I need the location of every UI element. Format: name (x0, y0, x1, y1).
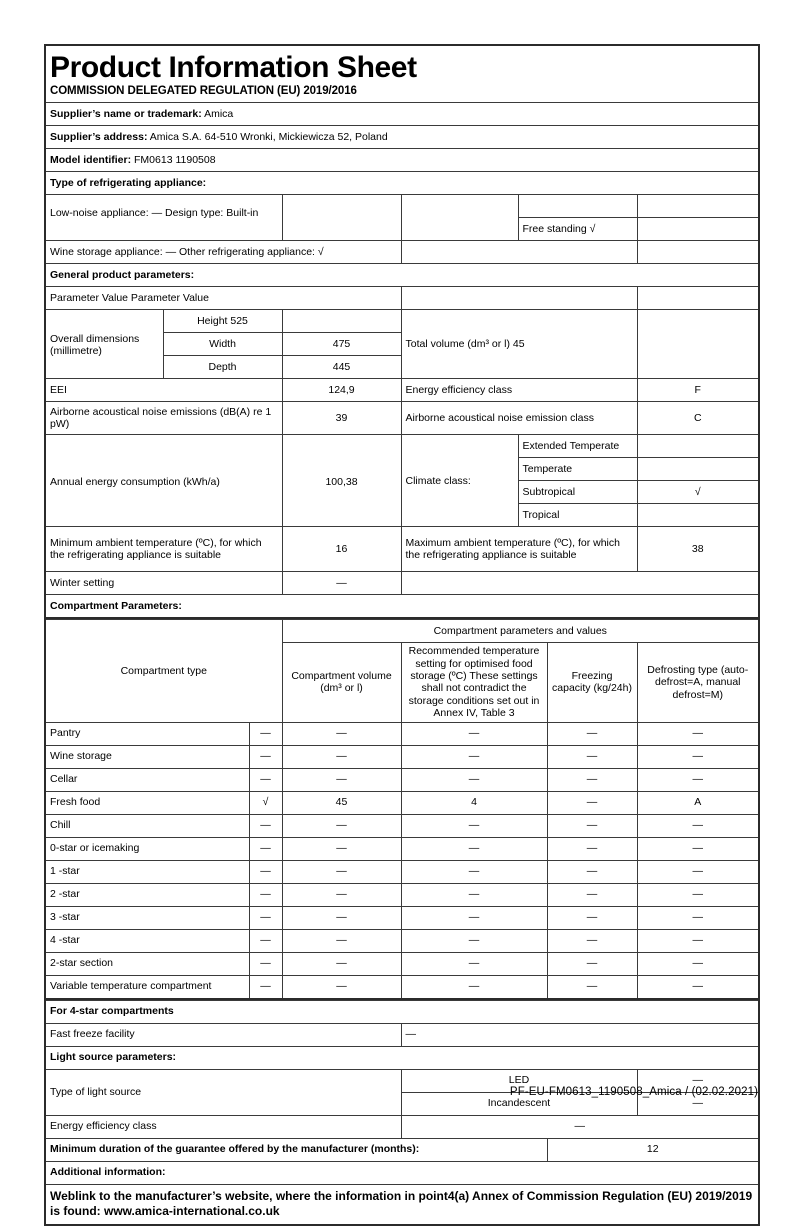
parameter-value-header: Parameter Value Parameter Value (45, 287, 401, 310)
energy-efficiency-class-label: Energy efficiency class (401, 379, 637, 402)
guarantee-label: Minimum duration of the guarantee offered by the manufacturer (months): (45, 1138, 547, 1161)
appliance-type-section-row (45, 172, 759, 195)
eei-label: EEI (45, 379, 282, 402)
compartment-group-header-row (45, 620, 759, 643)
model-identifier-row (45, 149, 759, 172)
compartment-defrost-cell: — (637, 768, 759, 791)
light-source-section-row (45, 1046, 759, 1069)
compartment-freezing-cell: — (547, 722, 637, 745)
winter-setting-value: — (282, 572, 401, 595)
compartment-present-cell: — (249, 906, 282, 929)
compartment-type-cell: Wine storage (45, 745, 249, 768)
supplier-address-row (45, 126, 759, 149)
table-row (45, 837, 759, 860)
compartment-volume-cell: — (282, 722, 401, 745)
compartment-present-cell: √ (249, 791, 282, 814)
compartment-type-cell: Chill (45, 814, 249, 837)
compartment-table (44, 619, 760, 999)
compartment-temp-cell: — (401, 814, 547, 837)
compartment-volume-cell: — (282, 975, 401, 999)
table-row (45, 768, 759, 791)
climate-class-value-2: √ (637, 481, 759, 504)
four-star-section-label: For 4-star compartments (45, 1000, 759, 1023)
compartment-freezing-cell: — (547, 860, 637, 883)
compartment-temp-cell: — (401, 929, 547, 952)
subtitle-row (45, 84, 759, 103)
compartment-volume-cell: — (282, 906, 401, 929)
compartment-present-cell: — (249, 745, 282, 768)
main-table (44, 44, 760, 619)
compartment-volume-cell: — (282, 952, 401, 975)
compartment-temp-cell: — (401, 975, 547, 999)
annual-energy-label: Annual energy consumption (kWh/a) (45, 435, 282, 527)
compartment-temp-cell: — (401, 745, 547, 768)
compartment-temp-cell: — (401, 860, 547, 883)
compartment-defrost-cell: — (637, 860, 759, 883)
compartment-present-cell: — (249, 814, 282, 837)
table-row (45, 745, 759, 768)
compartment-parameters-group-header: Compartment parameters and values (282, 620, 759, 643)
general-section-row (45, 264, 759, 287)
compartment-freezing-cell: — (547, 745, 637, 768)
total-volume: Total volume (dm³ or l) 45 (401, 310, 637, 379)
compartment-section-label: Compartment Parameters: (45, 595, 759, 619)
overall-dimensions-label: Overall dimensions (millimetre) (45, 310, 163, 379)
compartment-present-cell: — (249, 722, 282, 745)
climate-class-name-0: Extended Temperate (518, 435, 637, 458)
energy-efficiency-class-value: F (637, 379, 759, 402)
ambient-temperature-row (45, 527, 759, 572)
compartment-defrost-cell: A (637, 791, 759, 814)
compartment-volume-cell: 45 (282, 791, 401, 814)
compartment-type-cell: Cellar (45, 768, 249, 791)
depth-label: Depth (163, 356, 282, 379)
compartment-defrost-cell: — (637, 883, 759, 906)
compartment-type-cell: 1 -star (45, 860, 249, 883)
compartment-freezing-cell: — (547, 929, 637, 952)
noise-row (45, 402, 759, 435)
compartment-temp-cell: — (401, 883, 547, 906)
title-row (45, 45, 759, 84)
table-row (45, 814, 759, 837)
compartment-volume-header: Compartment volume (dm³ or l) (282, 643, 401, 722)
compartment-volume-cell: — (282, 837, 401, 860)
compartment-temp-cell: — (401, 768, 547, 791)
compartment-type-header: Compartment type (45, 620, 282, 722)
wine-row-blank-b (637, 241, 759, 264)
free-standing-blank-top (518, 195, 637, 218)
compartment-volume-cell: — (282, 814, 401, 837)
compartment-temp-cell: — (401, 837, 547, 860)
winter-setting-label: Winter setting (45, 572, 282, 595)
supplier-name-row (45, 103, 759, 126)
supplier-name-value: Amica (204, 108, 234, 121)
climate-class-value-1 (637, 458, 759, 481)
compartment-defrost-cell: — (637, 837, 759, 860)
compartment-type-cell: 2-star section (45, 952, 249, 975)
eei-value: 124,9 (282, 379, 401, 402)
compartment-present-cell: — (249, 975, 282, 999)
supplier-name-label: Supplier’s name or trademark: (50, 108, 202, 121)
compartment-present-cell: — (249, 768, 282, 791)
weblink-row (45, 1184, 759, 1225)
compartment-defrost-cell: — (637, 906, 759, 929)
compartment-temp-cell: 4 (401, 791, 547, 814)
eei-row (45, 379, 759, 402)
table-row (45, 883, 759, 906)
wine-storage-row (45, 241, 759, 264)
defrosting-type-header: Defrosting type (auto-defrost=A, manual defrost=M) (637, 643, 759, 722)
compartment-temp-cell: — (401, 906, 547, 929)
compartment-type-cell: Pantry (45, 722, 249, 745)
fast-freeze-row (45, 1023, 759, 1046)
fast-freeze-value: — (401, 1023, 759, 1046)
compartment-volume-cell: — (282, 883, 401, 906)
max-ambient-temp-label: Maximum ambient temperature (ºC), for which the refrigerating appliance is suitable (401, 527, 637, 572)
compartment-defrost-cell: — (637, 975, 759, 999)
compartment-temp-cell: — (401, 952, 547, 975)
page-subtitle: COMMISSION DELEGATED REGULATION (EU) 2019/2016 (50, 84, 357, 97)
climate-class-value-3 (637, 504, 759, 527)
compartment-present-cell: — (249, 883, 282, 906)
document-footer: PF-EU-FM0613_1190508_Amica / (02.02.2021) (509, 1086, 758, 1098)
compartment-freezing-cell: — (547, 814, 637, 837)
annual-energy-value: 100,38 (282, 435, 401, 527)
compartment-freezing-cell: — (547, 791, 637, 814)
compartment-defrost-cell: — (637, 722, 759, 745)
supplier-address-value: Amica S.A. 64-510 Wronki, Mickiewicza 52, Poland (149, 131, 388, 144)
light-eec-row (45, 1115, 759, 1138)
noise-class-value: C (637, 402, 759, 435)
bottom-table (44, 1000, 760, 1226)
noise-class-label: Airborne acoustical noise emission class (401, 402, 637, 435)
free-standing-blank-top-right (637, 195, 759, 218)
compartment-present-cell: — (249, 837, 282, 860)
compartment-freezing-cell: — (547, 768, 637, 791)
product-information-sheet (44, 44, 758, 1226)
free-standing-label: Free standing √ (518, 218, 637, 241)
model-identifier-label: Model identifier: (50, 154, 132, 167)
page-title: Product Information Sheet (50, 51, 417, 84)
compartment-defrost-cell: — (637, 952, 759, 975)
winter-setting-blank (401, 572, 759, 595)
compartment-freezing-cell: — (547, 906, 637, 929)
height-label-value: Height 525 (163, 310, 282, 333)
parameter-value-header-row (45, 287, 759, 310)
compartment-section-row (45, 595, 759, 619)
recommended-temperature-header: Recommended temperature setting for optimised food storage (ºC) These settings shall not contradict the storage conditions set out in Annex IV, Table 3 (401, 643, 547, 722)
additional-info-label: Additional information: (45, 1161, 759, 1184)
param-header-blank-b (637, 287, 759, 310)
general-section-label: General product parameters: (45, 264, 759, 287)
low-noise-design-type-text: Low-noise appliance: — Design type: Built-in (50, 207, 259, 220)
guarantee-row (45, 1138, 759, 1161)
min-ambient-temp-label: Minimum ambient temperature (ºC), for which the refrigerating appliance is suitable (45, 527, 282, 572)
table-row (45, 929, 759, 952)
compartment-present-cell: — (249, 929, 282, 952)
max-ambient-temp-value: 38 (637, 527, 759, 572)
annual-energy-row (45, 435, 759, 458)
compartment-volume-cell: — (282, 768, 401, 791)
table-row (45, 952, 759, 975)
param-header-blank-a (401, 287, 637, 310)
compartment-freezing-cell: — (547, 883, 637, 906)
compartment-present-cell: — (249, 860, 282, 883)
compartment-temp-cell: — (401, 722, 547, 745)
table-row (45, 791, 759, 814)
light-source-eec-value: — (401, 1115, 759, 1138)
compartment-rows-body (45, 722, 759, 999)
compartment-defrost-cell: — (637, 929, 759, 952)
compartment-volume-cell: — (282, 745, 401, 768)
model-identifier-value: FM0613 1190508 (134, 154, 216, 167)
compartment-type-cell: Variable temperature compartment (45, 975, 249, 999)
total-volume-blank (637, 310, 759, 379)
four-star-section-row (45, 1000, 759, 1023)
compartment-type-cell: 3 -star (45, 906, 249, 929)
climate-class-name-3: Tropical (518, 504, 637, 527)
incandescent-label: Incandescent (401, 1092, 637, 1115)
climate-class-value-0 (637, 435, 759, 458)
wine-storage-other-text: Wine storage appliance: — Other refrigerating appliance: √ (50, 246, 324, 259)
width-value: 475 (282, 333, 401, 356)
table-row (45, 906, 759, 929)
compartment-type-cell: 2 -star (45, 883, 249, 906)
light-source-section-label: Light source parameters: (45, 1046, 759, 1069)
compartment-type-cell: 0-star or icemaking (45, 837, 249, 860)
manufacturer-weblink[interactable]: Weblink to the manufacturer’s website, where the information in point4(a) Annex of Commission Regulation (EU) 2019/2019 is found: www.amica-international.co.uk (50, 1188, 753, 1218)
climate-class-name-1: Temperate (518, 458, 637, 481)
compartment-type-cell: Fresh food (45, 791, 249, 814)
wine-row-blank-a (401, 241, 637, 264)
led-label: LED (401, 1069, 637, 1092)
table-row (45, 975, 759, 999)
incandescent-value: — (637, 1092, 759, 1115)
height-value-blank (282, 310, 401, 333)
width-label: Width (163, 333, 282, 356)
additional-info-row (45, 1161, 759, 1184)
low-noise-blank-a (282, 195, 401, 241)
supplier-address-label: Supplier’s address: (50, 131, 148, 144)
compartment-freezing-cell: — (547, 975, 637, 999)
guarantee-value: 12 (547, 1138, 759, 1161)
compartment-present-cell: — (249, 952, 282, 975)
compartment-volume-cell: — (282, 929, 401, 952)
noise-emissions-value: 39 (282, 402, 401, 435)
compartment-defrost-cell: — (637, 745, 759, 768)
appliance-type-section-label: Type of refrigerating appliance: (45, 172, 759, 195)
low-noise-blank-b (401, 195, 518, 241)
freezing-capacity-header: Freezing capacity (kg/24h) (547, 643, 637, 722)
compartment-defrost-cell: — (637, 814, 759, 837)
led-value: — (637, 1069, 759, 1092)
climate-class-name-2: Subtropical (518, 481, 637, 504)
table-row (45, 722, 759, 745)
table-row (45, 860, 759, 883)
height-row (45, 310, 759, 333)
light-source-eec-label: Energy efficiency class (45, 1115, 401, 1138)
climate-class-label: Climate class: (401, 435, 518, 527)
winter-setting-row (45, 572, 759, 595)
depth-value: 445 (282, 356, 401, 379)
compartment-type-cell: 4 -star (45, 929, 249, 952)
compartment-volume-cell: — (282, 860, 401, 883)
noise-emissions-label: Airborne acoustical noise emissions (dB(A) re 1 pW) (45, 402, 282, 435)
compartment-freezing-cell: — (547, 837, 637, 860)
min-ambient-temp-value: 16 (282, 527, 401, 572)
fast-freeze-label: Fast freeze facility (45, 1023, 401, 1046)
free-standing-value-cell (637, 218, 759, 241)
light-source-type-label: Type of light source (45, 1069, 401, 1115)
low-noise-row (45, 195, 759, 218)
compartment-freezing-cell: — (547, 952, 637, 975)
